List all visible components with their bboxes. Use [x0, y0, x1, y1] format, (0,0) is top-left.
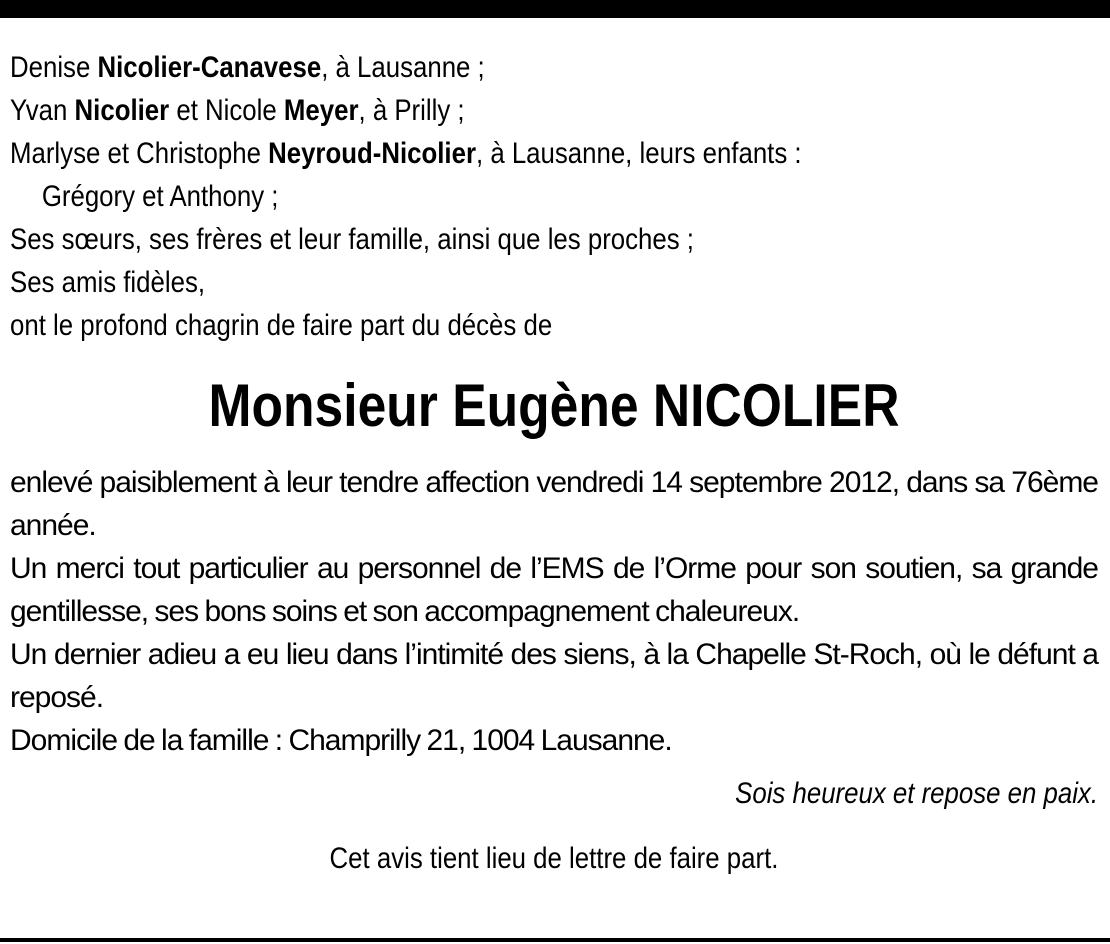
family-line-friends: Ses amis fidèles,	[10, 266, 206, 299]
family-line-denise	[10, 46, 1095, 89]
family-line-marlyse	[10, 132, 1095, 175]
announcement-line: ont le profond chagrin de faire part du décès de	[10, 309, 553, 342]
family-line-grandchildren: Grégory et Anthony ;	[41, 180, 279, 213]
thanks-paragraph: Un merci tout particulier au personnel de l’EMS de l’Orme pour son soutien, sa grande gentillesse, ses bons soins et son accompagnement chaleureux.	[10, 552, 1098, 628]
family-text: et Nicole	[169, 94, 284, 127]
family-line-yvan	[10, 89, 1095, 132]
family-text: , à Prilly ;	[358, 94, 465, 127]
family-text: , à Lausanne ;	[321, 51, 485, 84]
family-address: Domicile de la famille : Champrilly 21, 1004 Lausanne.	[10, 724, 672, 757]
family-line-siblings: Ses sœurs, ses frères et leur famille, ainsi que les proches ;	[10, 223, 694, 256]
family-surname: Meyer	[283, 94, 359, 127]
family-text: , à Lausanne, leurs enfants :	[475, 137, 802, 170]
family-text: Denise	[10, 51, 98, 84]
final-note: Cet avis tient lieu de lettre de faire part.	[329, 842, 779, 875]
family-text: Yvan	[10, 94, 75, 127]
closing-wish: Sois heureux et repose en paix.	[735, 777, 1098, 810]
family-surname: Neyroud-Nicolier	[268, 137, 476, 170]
death-date-paragraph: enlevé paisiblement à leur tendre affection vendredi 14 septembre 2012, dans sa 76ème année.	[10, 466, 1098, 542]
family-text: Marlyse et Christophe	[10, 137, 269, 170]
family-surname: Nicolier	[74, 94, 170, 127]
farewell-paragraph: Un dernier adieu a eu lieu dans l’intimité des siens, à la Chapelle St-Roch, où le défunt a reposé.	[10, 638, 1098, 714]
deceased-name: Monsieur Eugène NICOLIER	[208, 372, 900, 439]
bottom-border-rule	[0, 938, 1110, 942]
top-border-rule	[0, 0, 1110, 18]
family-surname: Nicolier-Canavese	[97, 51, 322, 84]
obituary-notice	[10, 46, 1098, 880]
